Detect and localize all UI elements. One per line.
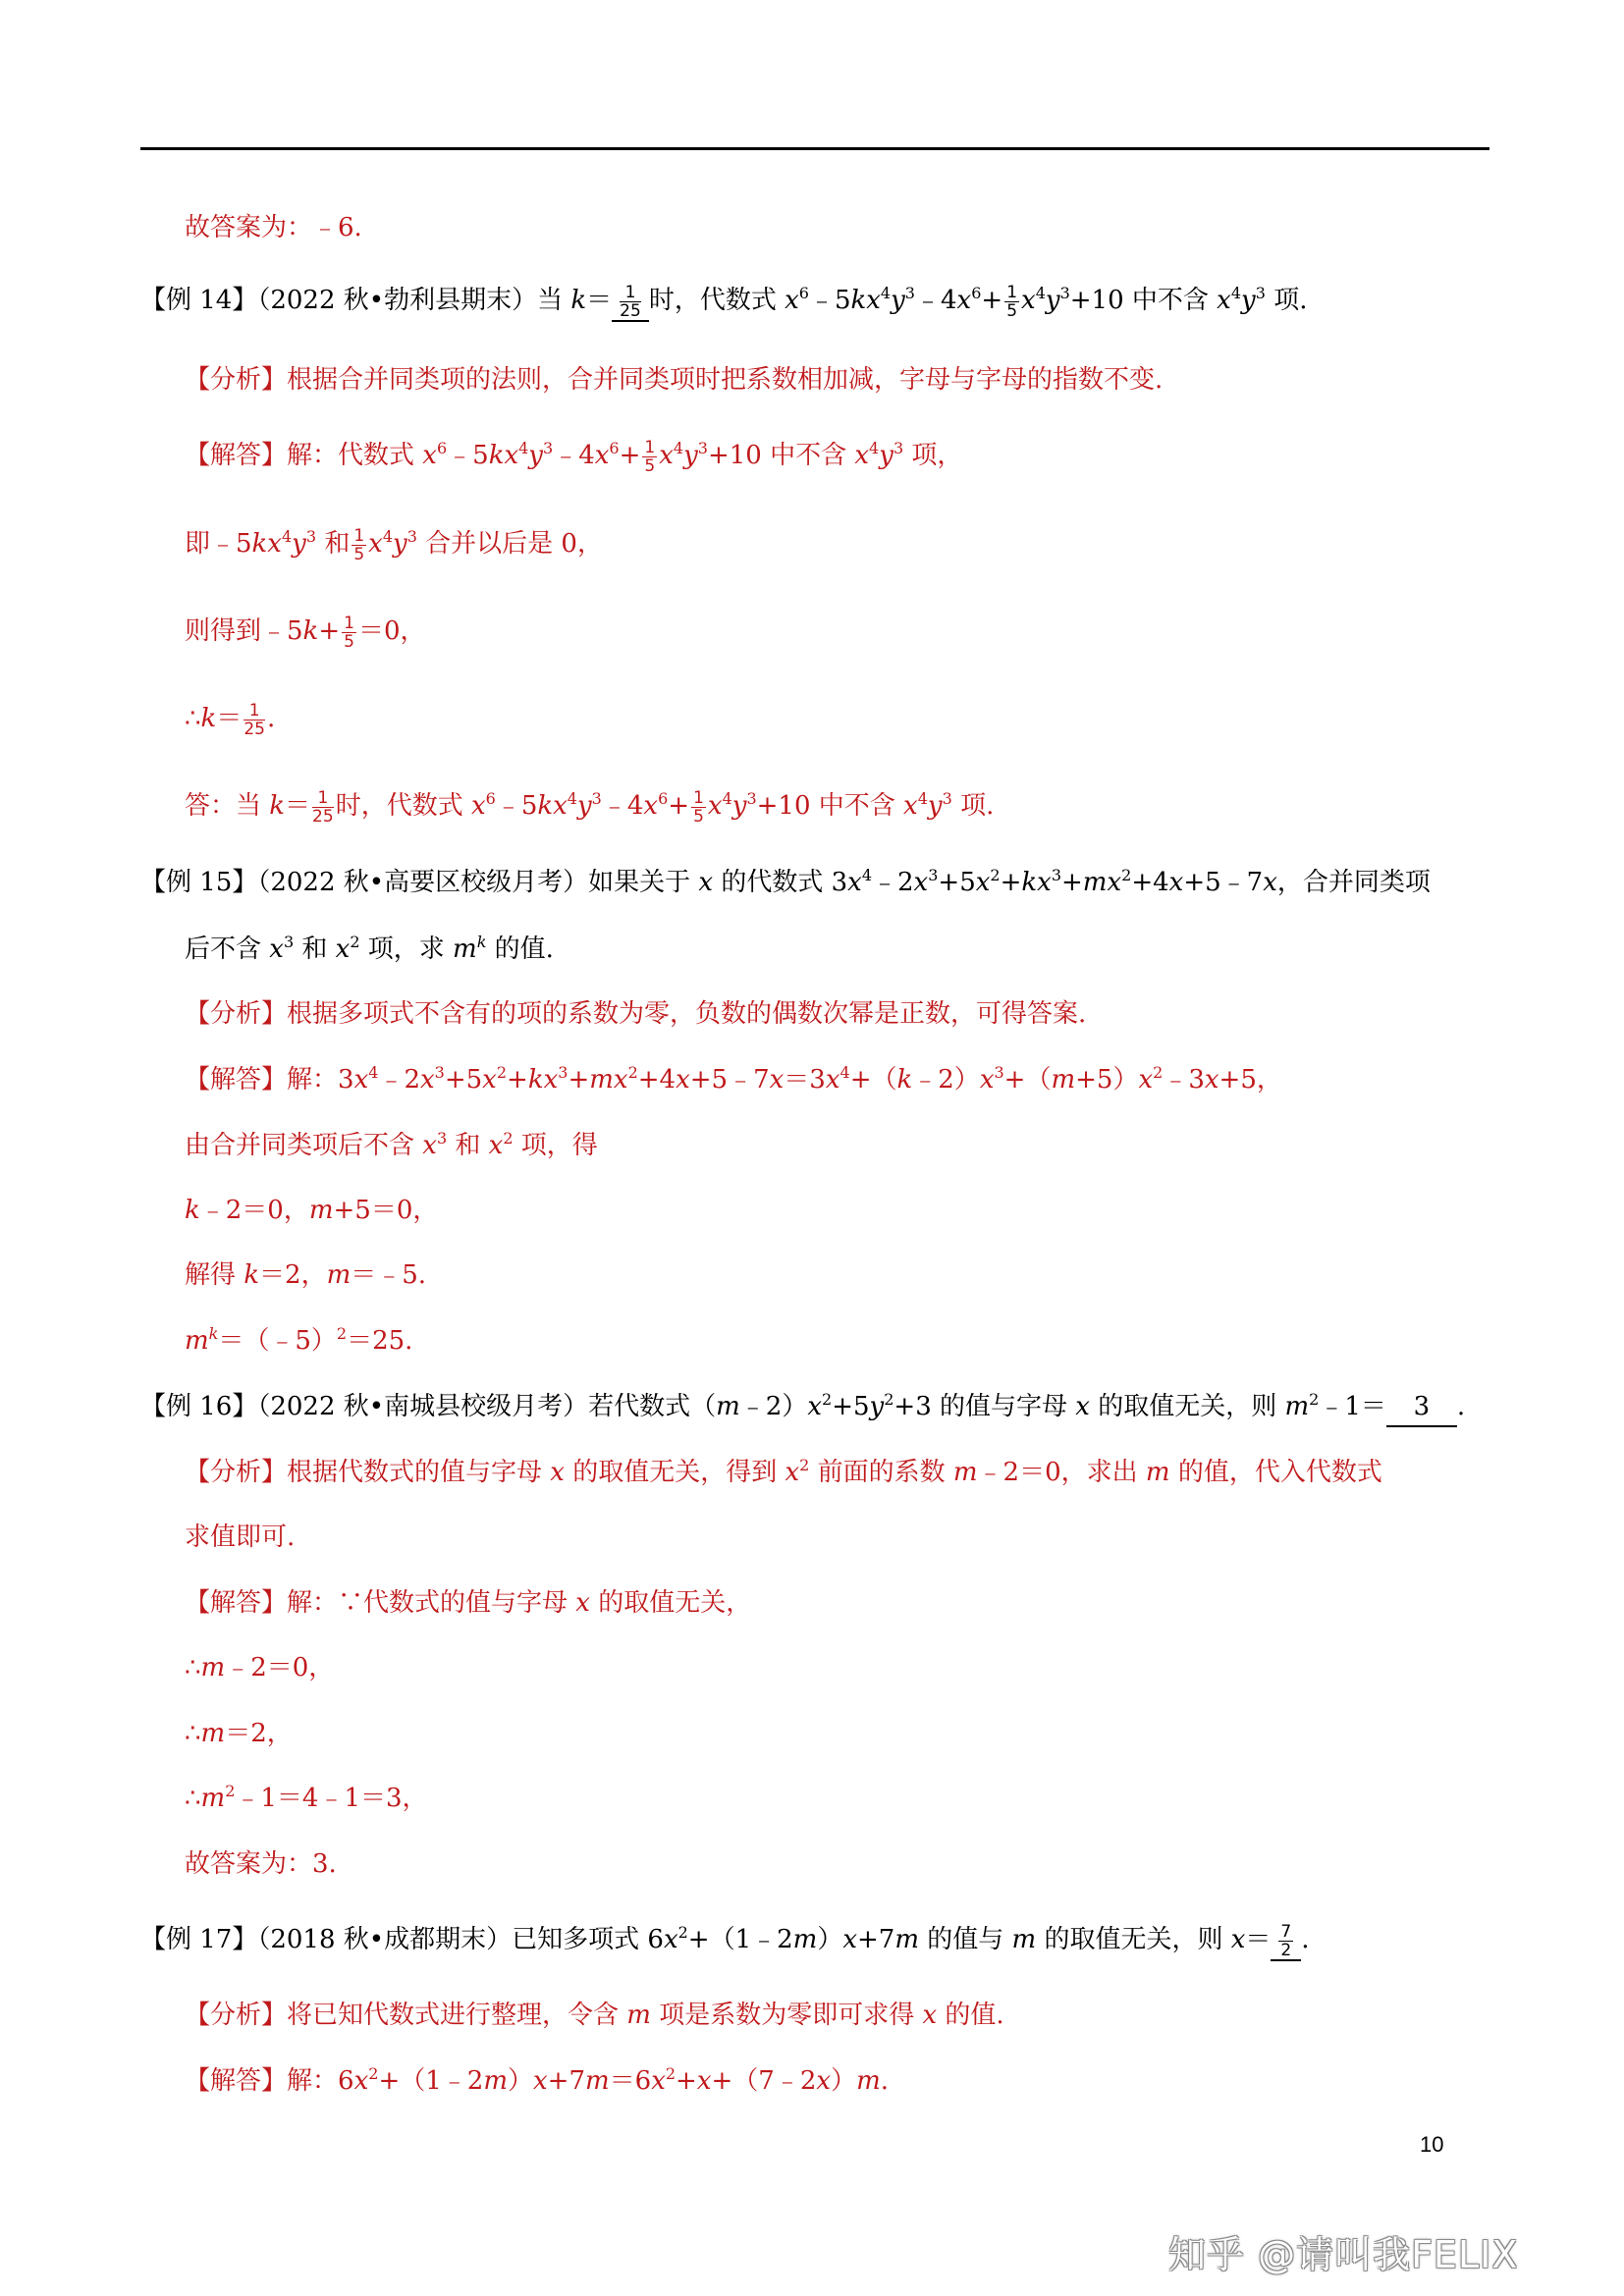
example-14-question: 【例 14】（2022 秋•勃利县期末）当 k＝ $\frac{1}{25}$ 时，代数式 $x^6﹣5kx^4y^3﹣4x^6+$ $\frac{1}{5}$ $x^4y^3+10$ 中不含 $x^4y^3$ 项. (140, 282, 1308, 321)
example-15-solution-4: 解得 k＝2，m＝﹣5. (185, 1260, 427, 1290)
answer-blank: $\frac{1}{25}$ (612, 282, 649, 322)
example-17-question: 【例 17】（2018 秋•成都期末）已知多项式 $6x^2+(1﹣2m)x+7m$ 的值与 m 的取值无关，则 x＝ $\frac{7}{2}$ . (140, 1921, 1310, 1960)
example-17-solution: 【解答】解：$6x^2+(1﹣2m)x+7m=6x^2+x+(7﹣2x)m$. (185, 2064, 889, 2096)
example-16-question: 【例 16】（2022 秋•南城县校级月考）若代数式$(m﹣2)x^2+5y^2+3$ 的值与字母 x 的取值无关，则 $m^2﹣1= 3$ . (140, 1388, 1465, 1427)
example-14-solution-1: 【解答】解：代数式 $x^6﹣5kx^4y^3﹣4x^6+$ $\frac{1}{5}$ $x^4y^3+10$ 中不含 $x^4y^3$ 项， (185, 437, 963, 476)
example-16-analysis-2: 求值即可. (185, 1522, 296, 1552)
example-14-solution-4: ∴k＝ $\frac{1}{25}$ . (185, 700, 276, 739)
example-14-solution-3: 则得到﹣5k+ $\frac{1}{5}$ ＝0， (185, 613, 426, 652)
example-14-solution-2: 即$﹣5kx^4y^3$ 和 $\frac{1}{5}$ $x^4y^3$ 合并以后是 0， (185, 525, 603, 564)
example-16-solution-3: ∴m＝2， (185, 1719, 293, 1748)
example-15-solution-5: $m^k=(﹣5)^2=25$. (185, 1324, 413, 1356)
example-16-solution-1: 【解答】解：∵代数式的值与字母 x 的取值无关， (185, 1588, 752, 1618)
example-15-question-1: 【例 15】（2022 秋•高要区校级月考）如果关于 x 的代数式 $3x^4﹣2x^3+5x^2+kx^3+mx^2+4x+5﹣7x$，合并同类项 (140, 866, 1431, 897)
example-16-analysis-1: 【分析】根据代数式的值与字母 x 的取值无关，得到 $x^2$ 前面的系数 m﹣2＝0，求出 m 的值，代入代数式 (185, 1456, 1382, 1487)
example-15-solution-1: 【解答】解：$3x^4﹣2x^3+5x^2+kx^3+mx^2+4x+5﹣7x=3x^4+(k﹣2)x^3+(m+5)x^2﹣3x+5$， (185, 1063, 1282, 1095)
example-16-solution-2: ∴m﹣2＝0， (185, 1653, 335, 1682)
example-16-solution-4: $\therefore m^2﹣1=4﹣1=3$， (185, 1782, 428, 1813)
page-number: 10 (1420, 2132, 1444, 2157)
example-16-solution-5: 故答案为：3. (185, 1849, 337, 1879)
example-14-solution-5: 答：当 k＝ $\frac{1}{25}$ 时，代数式 $x^6﹣5kx^4y^3﹣4x^6+$ $\frac{1}{5}$ $x^4y^3+10$ 中不含 $x^4y^3$ 项. (185, 787, 995, 827)
header-rule (140, 147, 1489, 150)
answer-blank: $\frac{7}{2}$ (1271, 1921, 1301, 1961)
example-15-solution-3: k﹣2＝0，m+5＝0， (185, 1196, 439, 1225)
example-17-analysis: 【分析】将已知代数式进行整理，令含 m 项是系数为零即可求得 x 的值. (185, 2001, 1004, 2030)
watermark: 知乎 @请叫我FELIX (1168, 2233, 1519, 2276)
example-14-analysis: 【分析】根据合并同类项的法则，合并同类项时把系数相加减，字母与字母的指数不变. (185, 365, 1164, 395)
answer-blank: 3 (1386, 1388, 1457, 1427)
answer-line-ex13: 故答案为：﹣6. (185, 213, 362, 242)
example-15-question-2: 后不含 $x^3$ 和 $x^2$ 项，求 $m^k$ 的值. (185, 933, 554, 964)
example-15-solution-2: 由合并同类项后不含 $x^3$ 和 $x^2$ 项，得 (185, 1129, 598, 1160)
example-15-analysis: 【分析】根据多项式不含有的项的系数为零，负数的偶数次幂是正数，可得答案. (185, 999, 1087, 1029)
